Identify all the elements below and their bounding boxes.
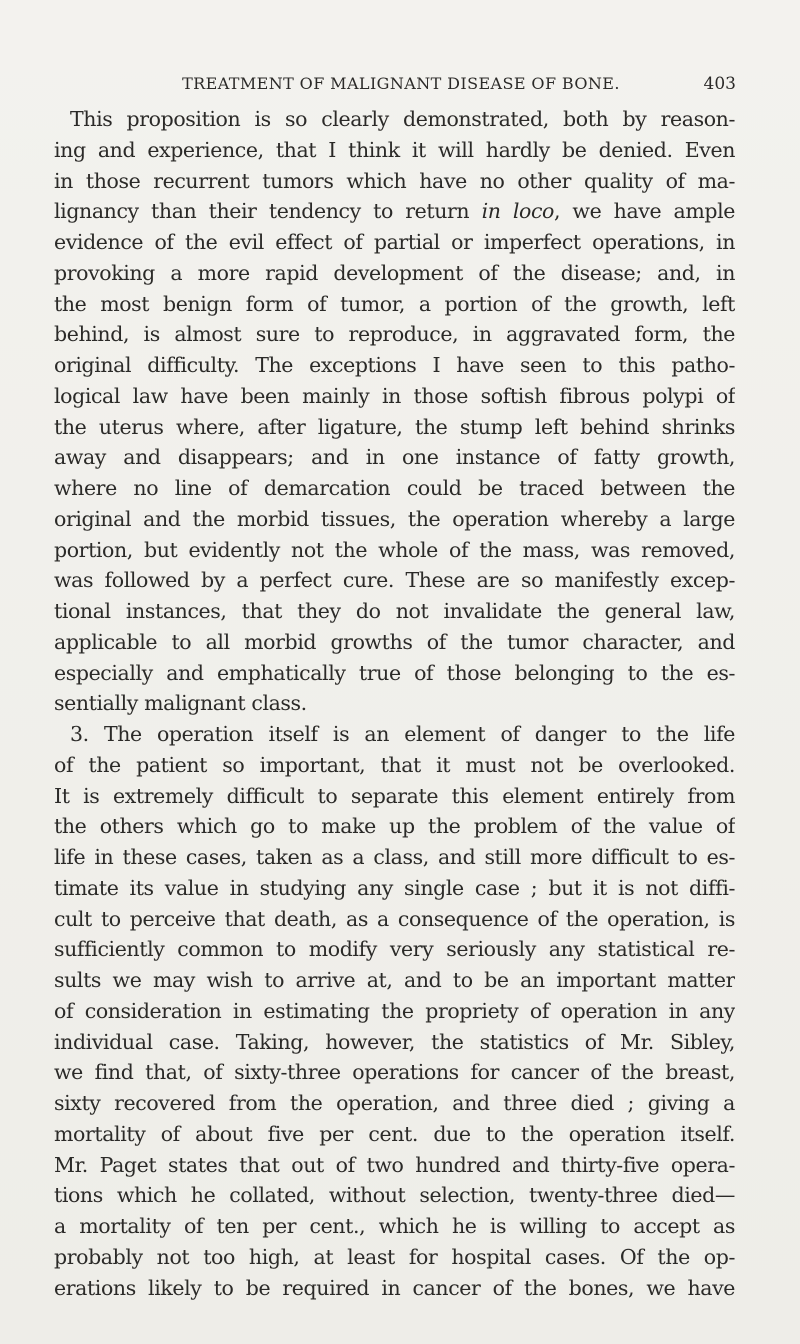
text-run: , we have ample	[553, 199, 735, 224]
italic-phrase: in loco	[481, 199, 554, 224]
text-line: the uterus where, after ligature, the stump left behind shrinks	[54, 414, 735, 439]
body-text	[54, 104, 735, 1303]
text-line: the most benign form of tumor, a portion of the growth, left	[54, 291, 735, 316]
text-line: mortality of about five per cent. due to the operation itself.	[54, 1121, 735, 1146]
text-line: life in these cases, taken as a class, and still more difficult to es-	[54, 845, 735, 869]
text-line: we find that, of sixty-three operations for cancer of the breast,	[54, 1060, 735, 1085]
text-line: was followed by a perfect cure. These are so manifestly excep-	[54, 568, 735, 593]
text-line: tional instances, that they do not invalidate the general law,	[54, 599, 735, 623]
text-line: This proposition is so clearly demonstrated, both by reason-	[70, 107, 735, 131]
text-line: erations likely to be required in cancer of the bones, we have	[54, 1275, 735, 1300]
text-line: probably not too high, at least for hospital cases. Of the op-	[54, 1244, 735, 1269]
text-line: tions which he collated, without selection, twenty-three died—	[54, 1183, 735, 1208]
text-line: sufficiently common to modify very seriously any statistical re-	[54, 937, 735, 962]
text-line: original and the morbid tissues, the operation whereby a large	[54, 506, 735, 531]
text-line: cult to perceive that death, as a consequence of the operation, is	[54, 906, 735, 931]
text-line: portion, but evidently not the whole of the mass, was removed,	[54, 537, 735, 562]
text-line: behind, is almost sure to reproduce, in aggravated form, the	[54, 322, 735, 347]
running-head	[66, 72, 736, 96]
text-line: the others which go to make up the problem of the value of	[54, 814, 735, 839]
text-line: 3. The operation itself is an element of danger to the life	[70, 722, 735, 746]
text-line: evidence of the evil effect of partial or imperfect operations, in	[54, 230, 735, 254]
text-line: sentially malignant class.	[54, 691, 307, 716]
text-run: lignancy than their tendency to return	[54, 199, 482, 224]
text-line: applicable to all morbid growths of the tumor character, and	[54, 629, 735, 654]
page-number: 403	[703, 74, 736, 94]
text-line: sixty recovered from the operation, and three died ; giving a	[54, 1091, 735, 1115]
text-line: a mortality of ten per cent., which he is willing to accept as	[54, 1214, 735, 1238]
text-line: It is extremely difficult to separate this element entirely from	[54, 783, 735, 808]
text-line: timate its value in studying any single case ; but it is not diffi-	[54, 875, 735, 900]
text-line: of consideration in estimating the propriety of operation in any	[54, 998, 735, 1023]
text-line: in those recurrent tumors which have no other quality of ma-	[54, 168, 735, 193]
running-title: TREATMENT OF MALIGNANT DISEASE OF BONE.	[182, 74, 620, 93]
text-line: where no line of demarcation could be traced between the	[54, 476, 735, 500]
text-line: sults we may wish to arrive at, and to be an important matter	[54, 968, 735, 992]
text-line: especially and emphatically true of those belonging to the es-	[54, 660, 735, 685]
text-line: individual case. Taking, however, the statistics of Mr. Sibley,	[54, 1029, 735, 1054]
text-line: logical law have been mainly in those softish fibrous polypi of	[54, 383, 735, 408]
text-line: Mr. Paget states that out of two hundred and thirty-five opera-	[54, 1152, 735, 1177]
text-line: of the patient so important, that it must not be overlooked.	[54, 752, 735, 777]
text-line: ing and experience, that I think it will hardly be denied. Even	[54, 137, 735, 162]
text-line-with-italic	[54, 196, 735, 227]
text-line: away and disappears; and in one instance of fatty growth,	[54, 445, 735, 470]
text-line: provoking a more rapid development of the disease; and, in	[54, 260, 735, 285]
text-line: original difficulty. The exceptions I have seen to this patho-	[54, 353, 735, 377]
